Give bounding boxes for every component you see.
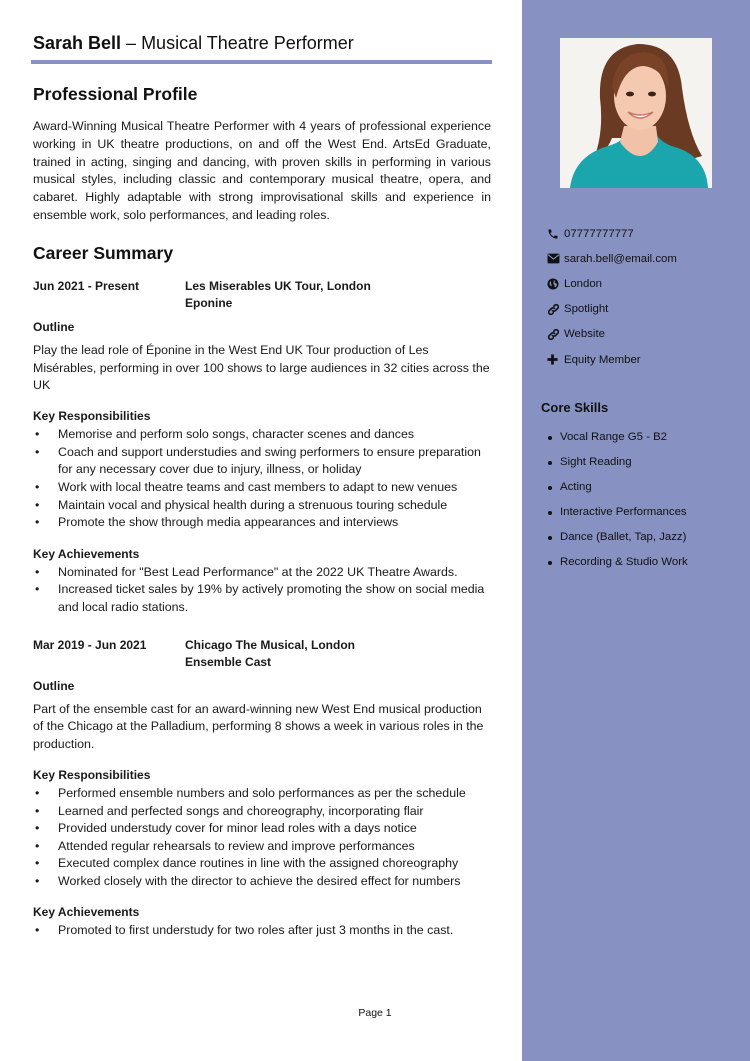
skill-item: Dance (Ballet, Tap, Jazz) — [548, 525, 688, 550]
list-item: • Attended regular rehearsals to review and improve performances — [33, 838, 491, 856]
contact-membership — [547, 347, 677, 372]
contact-text: sarah.bell@email.com — [564, 252, 677, 265]
globe-icon — [547, 278, 564, 290]
contact-website[interactable] — [547, 322, 677, 347]
achievements-list — [33, 922, 491, 940]
contact-location — [547, 271, 677, 296]
list-item: • Coach and support understudies and swing performers to ensure preparation for any necessary cover due to injury, illness, or holiday — [33, 444, 491, 479]
contact-email — [547, 246, 677, 271]
contact-text[interactable]: Website — [564, 328, 605, 341]
job-dates: Mar 2019 - Jun 2021 — [33, 637, 147, 652]
responsibilities-label: Key Responsibilities — [33, 409, 151, 424]
profile-text: Award-Winning Musical Theatre Performer with 4 years of professional experience working in UK theatre productions, on and off the West End. ArtsEd Graduate, trained in acting, singing and dancing, with proven skills in performing in various musical styles, including classic and contemporary musical theatre, opera, and cabaret. Highly adaptable with strong improvisational skills and experience in ensemble work, solo performances, and leading roles. — [33, 119, 491, 222]
skill-item: Interactive Performances — [548, 500, 688, 525]
skill-item: Vocal Range G5 - B2 — [548, 425, 688, 450]
list-item: • Promote the show through media appearances and interviews — [33, 514, 491, 532]
responsibilities-list — [33, 785, 491, 891]
profile-heading: Professional Profile — [33, 84, 198, 104]
list-item: • Executed complex dance routines in line with the assigned choreography — [33, 855, 491, 873]
achievements-label: Key Achievements — [33, 546, 140, 561]
title-separator: – — [121, 33, 142, 53]
contact-list — [547, 221, 677, 372]
achievements-label: Key Achievements — [33, 905, 140, 920]
outline-label: Outline — [33, 319, 75, 334]
job-org — [185, 278, 371, 313]
list-item: • Provided understudy cover for minor lead roles with a days notice — [33, 820, 491, 838]
link-icon — [547, 303, 564, 316]
list-item: • Learned and perfected songs and choreography, incorporating flair — [33, 803, 491, 821]
skills-heading: Core Skills — [541, 400, 609, 415]
job-dates: Jun 2021 - Present — [33, 278, 140, 293]
job-outline: Part of the ensemble cast for an award-winning new West End musical production of the Chicago at the Palladium, performing 8 shows a week in various roles in the production. — [33, 701, 484, 752]
plus-icon — [547, 354, 564, 365]
career-heading: Career Summary — [33, 242, 174, 263]
list-item: • Increased ticket sales by 19% by actively promoting the show on social media and local radio stations. — [33, 581, 491, 616]
contact-text[interactable]: Spotlight — [564, 303, 609, 316]
skill-item: Sight Reading — [548, 450, 688, 475]
list-item: • Promoted to first understudy for two roles after just 3 months in the cast. — [33, 922, 491, 940]
profile-photo — [560, 38, 712, 188]
job-outline: Play the lead role of Éponine in the West End UK Tour production of Les Misérables, performing in over 100 shows to large audiences in 32 cities across the UK — [33, 342, 490, 393]
job-header — [33, 637, 491, 672]
job-entry — [33, 278, 491, 617]
envelope-icon — [547, 253, 564, 264]
contact-text: London — [564, 277, 603, 290]
list-item: • Work with local theatre teams and cast members to adapt to new venues — [33, 479, 491, 497]
skill-item: Recording & Studio Work — [548, 550, 688, 575]
list-item: • Nominated for "Best Lead Performance" at the 2022 UK Theatre Awards. — [33, 564, 491, 582]
job-title: Musical Theatre Performer — [141, 33, 354, 53]
job-employer: Les Miserables UK Tour, London — [185, 278, 371, 293]
skill-item: Acting — [548, 475, 688, 500]
contact-text: 07777777777 — [564, 227, 634, 240]
page-title — [33, 33, 354, 54]
list-item: • Worked closely with the director to achieve the desired effect for numbers — [33, 873, 491, 891]
job-role: Eponine — [185, 296, 233, 311]
page-number-text: Page 1 — [358, 1007, 392, 1019]
list-item: • Performed ensemble numbers and solo performances as per the schedule — [33, 785, 491, 803]
contact-text: Equity Member — [564, 353, 641, 366]
phone-icon — [547, 228, 564, 240]
job-header — [33, 278, 491, 313]
job-entry — [33, 637, 491, 941]
contact-phone — [547, 221, 677, 246]
portrait-illustration — [560, 38, 712, 188]
skills-list — [548, 425, 688, 576]
resume-content — [33, 84, 491, 940]
job-org — [185, 637, 355, 672]
achievements-list — [33, 564, 491, 617]
candidate-name: Sarah Bell — [33, 33, 122, 53]
responsibilities-label: Key Responsibilities — [33, 767, 151, 782]
job-role: Ensemble Cast — [185, 655, 272, 670]
list-item: • Memorise and perform solo songs, character scenes and dances — [33, 426, 491, 444]
list-item: • Maintain vocal and physical health during a strenuous touring schedule — [33, 497, 491, 515]
job-employer: Chicago The Musical, London — [185, 637, 356, 652]
link-icon — [547, 328, 564, 341]
responsibilities-list — [33, 426, 491, 532]
outline-label: Outline — [33, 678, 75, 693]
contact-spotlight[interactable] — [547, 297, 677, 322]
title-divider — [31, 60, 492, 64]
